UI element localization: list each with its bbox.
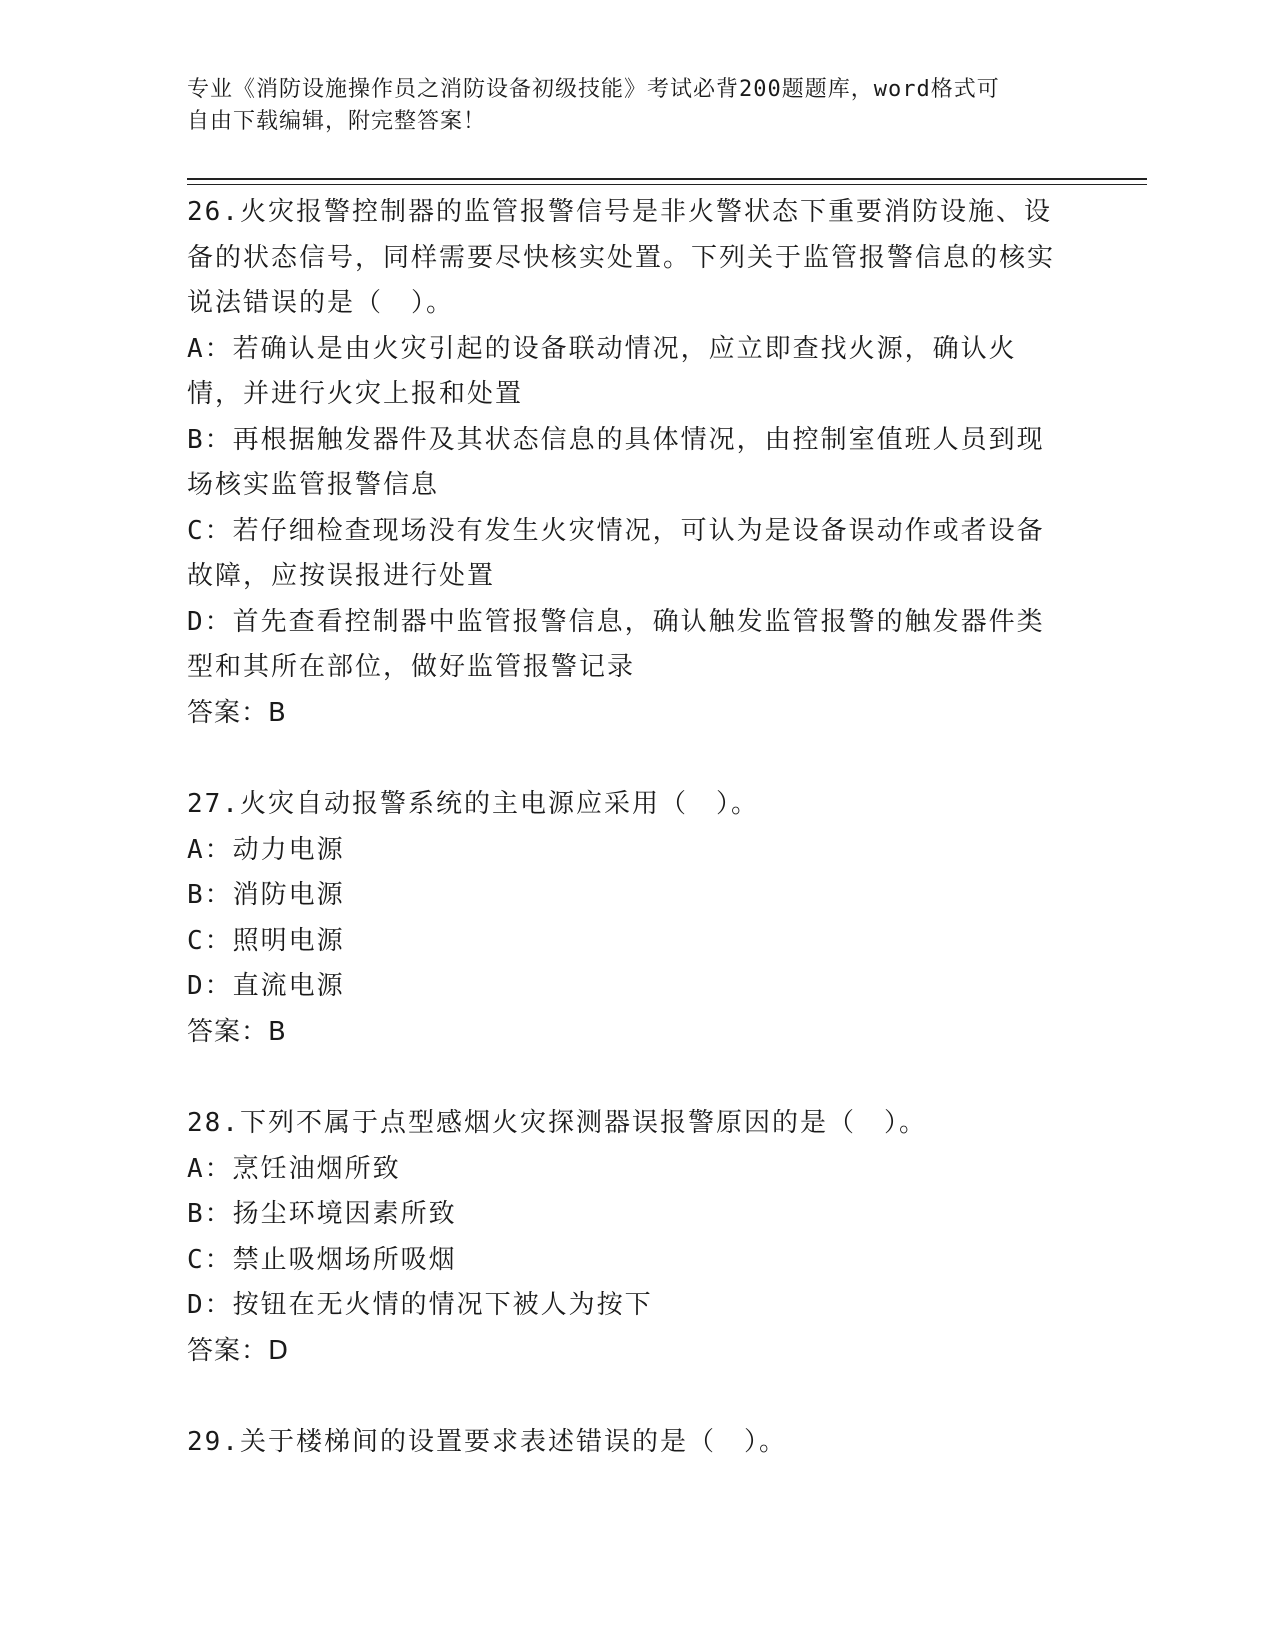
option-c: C：禁止吸烟场所吸烟: [187, 1244, 457, 1275]
option-b: B：再根据触发器件及其状态信息的具体情况，由控制室值班人员到现场核实监管报警信息: [187, 424, 1045, 500]
answer-text: 答案：B: [187, 1016, 287, 1047]
question-28: [187, 1101, 1067, 1374]
question-26: [187, 190, 1067, 736]
option-c: C：照明电源: [187, 925, 345, 956]
header-divider-thick: [187, 178, 1147, 180]
header-title-line-1: 专业《消防设施操作员之消防设备初级技能》考试必背200题题库，word格式可: [187, 77, 1000, 102]
option-a: A：烹饪油烟所致: [187, 1153, 401, 1184]
option-a: A：若确认是由火灾引起的设备联动情况，应立即查找火源，确认火情，并进行火灾上报和处置: [187, 333, 1017, 409]
option-d: D：按钮在无火情的情况下被人为按下: [187, 1290, 653, 1320]
answer-text: 答案：D: [187, 1335, 290, 1366]
question-stem: 29.关于楼梯间的设置要求表述错误的是（ ）。: [187, 1427, 787, 1457]
option-c: C：若仔细检查现场没有发生火灾情况，可认为是设备误动作或者设备故障，应按误报进行处置: [187, 515, 1045, 591]
question-29: [187, 1420, 1067, 1466]
header-divider-thin: [187, 184, 1147, 185]
question-stem: 28.下列不属于点型感烟火灾探测器误报警原因的是（ ）。: [187, 1108, 927, 1138]
question-27: [187, 782, 1067, 1055]
option-b: B：消防电源: [187, 880, 345, 910]
question-stem: 27.火灾自动报警系统的主电源应采用（ ）。: [187, 789, 759, 819]
header-title-line-2: 自由下载编辑，附完整答案！: [187, 109, 487, 134]
question-stem: 26.火灾报警控制器的监管报警信号是非火警状态下重要消防设施、设备的状态信号，同样需要尽快核实处置。下列关于监管报警信息的核实说法错误的是（ ）。: [187, 197, 1056, 318]
option-d: D：直流电源: [187, 971, 345, 1001]
document-header: [187, 74, 1067, 138]
question-list: [187, 190, 1067, 1466]
option-b: B：扬尘环境因素所致: [187, 1199, 457, 1229]
option-d: D：首先查看控制器中监管报警信息，确认触发监管报警的触发器件类型和其所在部位，做好监管报警记录: [187, 606, 1045, 682]
option-a: A：动力电源: [187, 834, 345, 865]
answer-text: 答案：B: [187, 697, 287, 728]
